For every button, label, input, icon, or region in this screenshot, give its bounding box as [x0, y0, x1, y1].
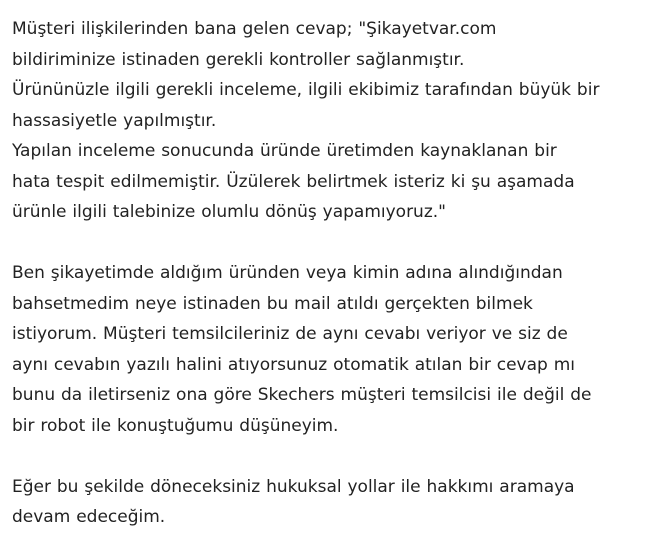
complaint-text-body — [12, 14, 652, 533]
paragraph-spacer — [12, 228, 652, 259]
text-line: istiyorum. Müşteri temsilcileriniz de aynı cevabı veriyor ve siz de — [12, 324, 568, 344]
text-line: hata tespit edilmemiştir. Üzülerek belirtmek isteriz ki şu aşamada — [12, 171, 575, 192]
text-line: Ürününüzle ilgili gerekli inceleme, ilgili ekibimiz tarafından büyük bir — [12, 80, 600, 100]
text-line: bildiriminize istinaden gerekli kontroller sağlanmıştır. — [12, 49, 465, 70]
text-line: Eğer bu şekilde döneceksiniz hukuksal yollar ile hakkımı aramaya — [12, 476, 575, 497]
company-response-paragraph — [12, 14, 652, 228]
text-line: ürünle ilgili talebinize olumlu dönüş yapamıyoruz." — [12, 202, 446, 222]
text-line: aynı cevabın yazılı halini atıyorsunuz otomatik atılan bir cevap mı — [12, 354, 576, 375]
text-line: bir robot ile konuştuğumu düşüneyim. — [12, 415, 339, 436]
text-line: bunu da iletirseniz ona göre Skechers müşteri temsilcisi ile değil de — [12, 385, 592, 405]
text-line: Müşteri ilişkilerinden bana gelen cevap; "Şikayetvar.com — [12, 19, 497, 39]
text-line: bahsetmedim neye istinaden bu mail atıldı gerçekten bilmek — [12, 293, 533, 314]
closing-paragraph — [12, 472, 652, 533]
text-line: Yapılan inceleme sonucunda üründe üretimden kaynaklanan bir — [12, 141, 557, 161]
text-line: hassasiyetle yapılmıştır. — [12, 110, 217, 131]
text-line: Ben şikayetimde aldığım üründen veya kimin adına alındığından — [12, 263, 563, 283]
customer-reply-paragraph — [12, 258, 652, 441]
text-line: devam edeceğim. — [12, 507, 166, 527]
paragraph-spacer — [12, 441, 652, 472]
